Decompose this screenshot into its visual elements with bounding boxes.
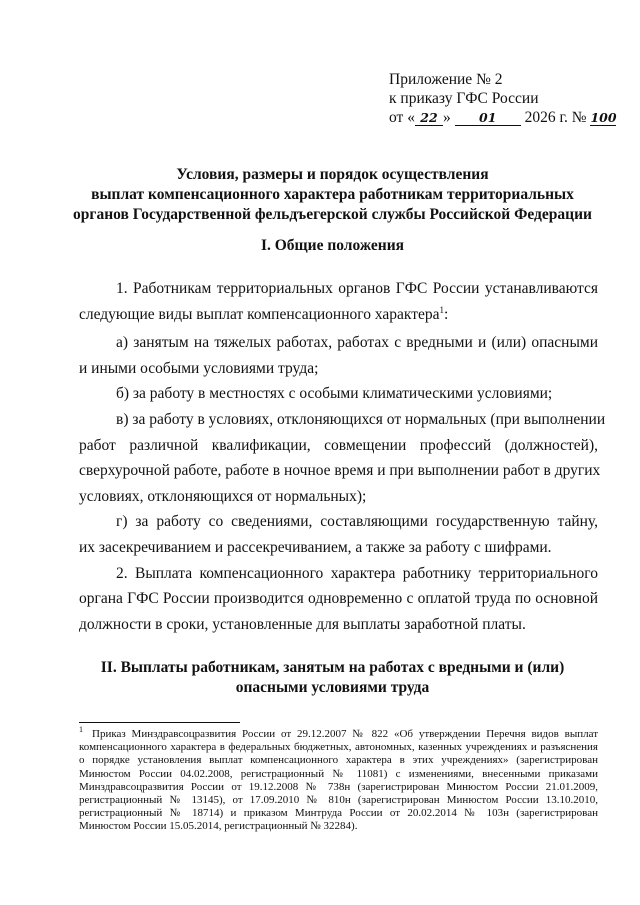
section-1-heading: [60, 236, 605, 256]
footnote-block: [79, 725, 598, 834]
title-line: органов Государственной фельдъегерской службы Российской Федерации: [73, 206, 592, 223]
footnote-line: компенсационного характера в федеральных бюджетных, автономных, казенных учреждениях и разъяснения: [79, 741, 598, 754]
section-2-heading: [60, 658, 605, 698]
paragraph-1-line: [79, 302, 598, 328]
order-date-line: [389, 108, 619, 127]
item-a-line: а) занятым на тяжелых работах, работах с вредными и (или) опасными: [116, 334, 598, 352]
footnote-line: регистрационный № 13145), от 17.09.2010 № 810н (зарегистрирован Минюстом России 13.10.2010,: [79, 794, 598, 807]
order-reference: к приказу ГФС России: [389, 90, 539, 107]
paragraph-2-line: органа ГФС России производится одновременно с оплатой труда по основной: [79, 590, 598, 608]
footnote-line: Минздравсоцразвития России от 19.12.2008 № 738н (зарегистрирован Минюстом России 21.01.2009,: [79, 780, 598, 793]
footnote-line: [79, 725, 598, 741]
item-g-line: их засекречиванием и рассекречиванием, а также за работу с шифрами.: [79, 538, 552, 556]
footnote-line: Минюстом России 04.02.2008, регистрационный № 11081) с изменениями, внесенными приказами: [79, 767, 598, 780]
section-2-heading-line: опасными условиями труда: [235, 679, 430, 696]
paragraph-1-text: следующие виды выплат компенсационного характера: [79, 305, 440, 323]
paragraph-2-line: должности в сроки, установленные для выплаты заработной платы.: [79, 615, 526, 633]
item-c-line: сверхурочной работе, работе в ночное время и при выполнении работ в других: [79, 462, 601, 480]
handwritten-day: 22: [415, 110, 443, 126]
document-title: [60, 165, 605, 225]
date-mid: »: [442, 109, 451, 126]
item-c-line: работ различной квалификации, совмещении профессий (должностей),: [79, 436, 598, 454]
footnote-line: Минюстом России 15.05.2014, регистрационный № 32284).: [79, 820, 358, 833]
title-line: выплат компенсационного характера работникам территориальных: [91, 186, 574, 203]
footnote-separator: [79, 722, 240, 723]
appendix-label: Приложение № 2: [389, 71, 503, 88]
section-1-body: [79, 276, 606, 637]
footnote-mark: 1: [79, 725, 83, 735]
section-1-heading-text: I. Общие положения: [260, 237, 405, 254]
footnote-line: о порядке установления выплат компенсационного характера в этих учреждениях» (зарегистрирован: [79, 754, 598, 767]
paragraph-1-line: 1. Работникам территориальных органов ГФС России устанавливаются: [116, 280, 598, 297]
paragraph-1-colon: :: [444, 305, 449, 323]
date-prefix: от «: [389, 109, 415, 126]
title-line: Условия, размеры и порядок осуществления: [176, 166, 489, 183]
section-2-heading-line: II. Выплаты работникам, занятым на работах с вредными и (или): [100, 659, 565, 676]
item-c-line: в) за работу в условиях, отклоняющихся от нормальных (при выполнении: [116, 410, 606, 428]
item-c-line: условиях, отклоняющихся от нормальных);: [79, 487, 367, 505]
item-g-line: г) за работу со сведениями, составляющими государственную тайну,: [116, 513, 598, 531]
item-a-line: и иными особыми условиями труда;: [79, 359, 319, 377]
paragraph-2-line: 2. Выплата компенсационного характера работнику территориального: [116, 564, 598, 582]
approval-block: [389, 70, 619, 127]
item-b-line: б) за работу в местностях с особыми климатическими условиями;: [116, 385, 553, 403]
footnote-line: регистрационный № 18714) и приказом Минтруда России от 20.02.2014 № 103н (зарегистрирован: [79, 807, 598, 820]
footnote-ref-1: 1: [439, 304, 445, 315]
handwritten-month: 01: [455, 110, 521, 126]
footnote-text: Приказ Минздравсоцразвития России от 29.12.2007 № 822 «Об утверждении Перечня видов выплат: [92, 728, 598, 740]
date-year: 2026 г. №: [524, 109, 591, 126]
handwritten-order-number: 100: [590, 110, 617, 125]
